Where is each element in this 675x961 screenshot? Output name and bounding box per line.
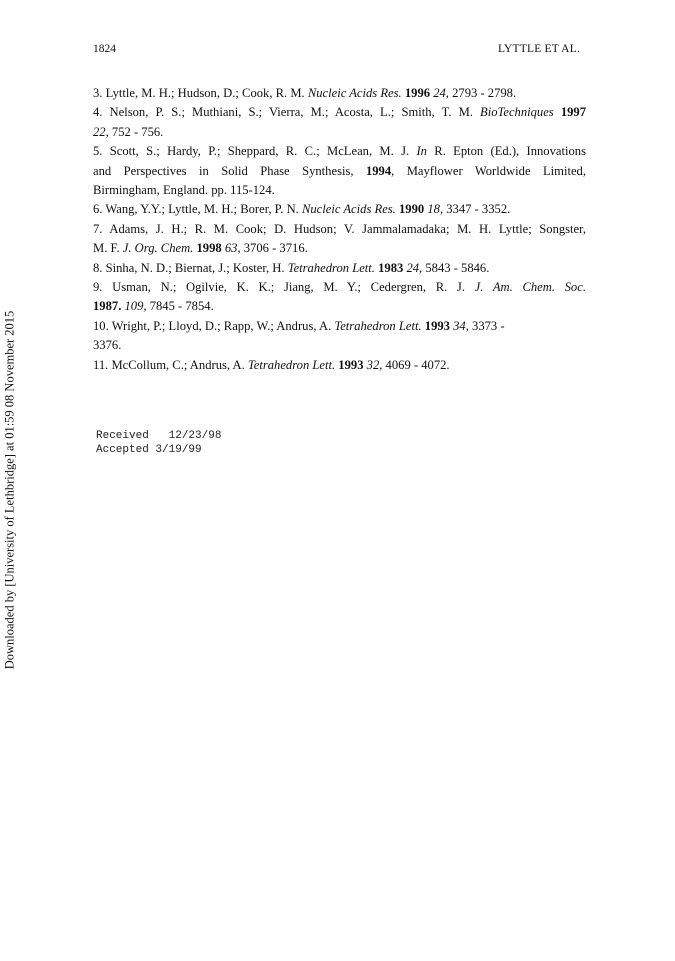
page-number: 1824: [93, 43, 116, 55]
download-watermark: [0, 0, 20, 961]
reference-11: 11. McCollum, C.; Andrus, A. Tetrahedron Lett. 1993 32, 4069 - 4072.: [93, 357, 450, 372]
reference-10: 10. Wright, P.; Lloyd, D.; Rapp, W.; Andrus, A. Tetrahedron Lett. 1993 34, 3373 - 3376.: [93, 318, 505, 353]
reference-9: 9. Usman, N.; Ogilvie, K. K.; Jiang, M. Y.; Cedergren, R. J. J. Am. Chem. Soc. 1987. 109, 7845 - 7854.: [93, 280, 586, 314]
running-head: LYTTLE ET AL.: [497, 43, 580, 55]
reference-7: 7. Adams, J. H.; R. M. Cook; D. Hudson; V. Jammalamadaka; M. H. Lyttle; Songster, M. F. J. Org. Chem. 1998 63, 3706 - 3716.: [93, 221, 586, 256]
download-watermark-text: Downloaded by [University of Lethbridge] at 01:59 08 November 2015: [2, 310, 17, 670]
accepted-date: Accepted 3/19/99: [96, 444, 202, 456]
page-header: [93, 43, 580, 59]
received-accepted-dates: [96, 429, 221, 457]
reference-3: 3. Lyttle, M. H.; Hudson, D.; Cook, R. M. Nucleic Acids Res. 1996 24, 2793 - 2798.: [93, 86, 517, 100]
received-date: Received 12/23/98: [96, 430, 222, 442]
reference-4: 4. Nelson, P. S.; Muthiani, S.; Vierra, M.; Acosta, L.; Smith, T. M. BioTechniques 1997 22, 752 - 756.: [93, 105, 586, 139]
reference-8: 8. Sinha, N. D.; Biernat, J.; Koster, H. Tetrahedron Lett. 1983 24, 5843 - 5846.: [93, 260, 490, 275]
reference-5: 5. Scott, S.; Hardy, P.; Sheppard, R. C.; McLean, M. J. In R. Epton (Ed.), Innovations and Perspectives in Solid Phase Synthesis, 1994, Mayflower Worldwide Limited, Birmingham, England. pp. 115-124.: [93, 144, 586, 198]
reference-list: [93, 84, 586, 375]
reference-6: 6. Wang, Y.Y.; Lyttle, M. H.; Borer, P. N. Nucleic Acids Res. 1990 18, 3347 - 3352.: [93, 202, 511, 217]
